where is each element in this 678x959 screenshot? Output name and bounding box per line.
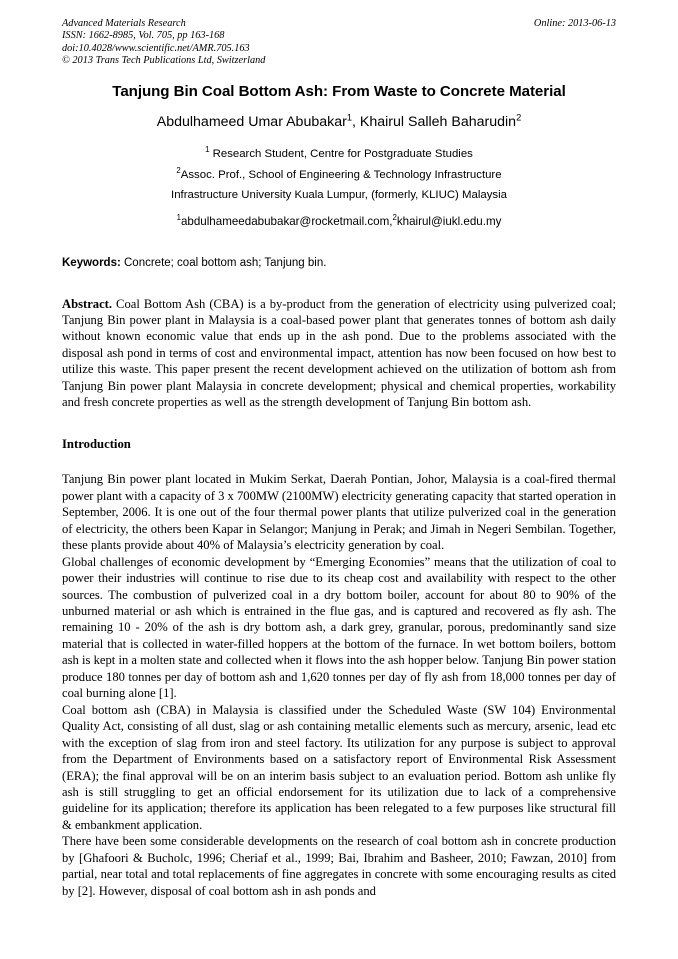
affiliation-text-2: Assoc. Prof., School of Engineering & Technology Infrastructure [180, 168, 502, 181]
section-heading-introduction: Introduction [62, 437, 131, 452]
body-paragraph-1: Tanjung Bin power plant located in Mukim Serkat, Daerah Pontian, Johor, Malaysia is a coal-fired thermal power plant with a capacity of 3 x 700MW (2100MW) electricity generating capacity that started operation in September, 2006. It is one out of the four thermal power plants that utilize pulverized coal in the generation of electricity, the others been Kapar in Selangor; Manjung in Perak; and Jimah in Negeri Sembilan. Together, these plants provide about 40% of Malaysia’s electricity generation by coal. [62, 472, 616, 553]
affiliation-marker-1: 1 [205, 145, 210, 155]
journal-doi-line: doi:10.4028/www.scientific.net/AMR.705.163 [62, 42, 250, 54]
author-affiliation-marker-1: 1 [346, 112, 352, 123]
keywords-line [62, 256, 616, 271]
keywords-text: Concrete; coal bottom ash; Tanjung bin. [120, 256, 327, 269]
email-marker-1: 1 [176, 212, 181, 222]
author-name-2: Khairul Salleh Baharudin [359, 114, 517, 130]
author-list [62, 113, 616, 131]
email-address-1[interactable]: abdulhameedabubakar@rocketmail.com, [180, 214, 393, 228]
online-publication-date: Online: 2013-06-13 [533, 18, 616, 29]
author-separator: , [352, 114, 360, 130]
body-paragraph-2: Global challenges of economic development by “Emerging Economies” means that the utilization of coal to power their industries will continue to rise due to its cheap cost and availability with respect to the other sources. The combustion of pulverized coal in a dry bottom boiler, account for about 80 to 90% of the unburned material or ash which is entrained in the flue gas, and is captured and recovered as fly ash. The remaining 10 - 20% of the ash is dry bottom ash, a dark grey, granular, porous, predominantly sand size material that is collected in water-filled hoppers at the bottom of the furnace. In wet bottom boilers, bottom ash is kept in a molten state and collected when it flows into the ash hopper below. Tanjung Bin power station produce 180 tonnes per day of bottom ash and 1,620 tonnes per day of fly ash from 18,000 tonnes per day of coal burning alone [1]. [62, 554, 616, 701]
email-marker-2: 2 [392, 212, 397, 222]
journal-copyright-line: © 2013 Trans Tech Publications Ltd, Switzerland [62, 55, 266, 67]
affiliation-block [62, 144, 616, 206]
affiliation-text-1: Research Student, Centre for Postgraduate Studies [209, 148, 473, 160]
journal-issn-line: ISSN: 1662-8985, Vol. 705, pp 163-168 [62, 30, 225, 42]
abstract-text: Coal Bottom Ash (CBA) is a by-product from the generation of electricity using pulverized coal; Tanjung Bin power plant in Malaysia is a coal-based power plant that generates tonnes of bottom ash daily without known economic value that ends up in the ash pond. Due to the problems associated with the disposal ash pond in terms of cost and environmental impact, attention has now been focused on how best to utilize this waste. This paper present the recent development achieved on the utilization of bottom ash from Tanjung Bin power plant Malaysia in concrete development; physical and chemical properties, workability and fresh concrete properties as well as the strength development of Tanjung Bin bottom ash. [62, 296, 616, 409]
author-name-1: Abdulhameed Umar Abubakar [156, 114, 347, 130]
keywords-label: Keywords: [62, 256, 121, 269]
author-affiliation-marker-2: 2 [516, 112, 522, 123]
journal-name: Advanced Materials Research [62, 18, 186, 29]
author-emails [62, 214, 616, 230]
abstract-paragraph [62, 296, 616, 411]
affiliation-text-3: Infrastructure University Kuala Lumpur, (formerly, KLIUC) Malaysia [171, 189, 507, 201]
journal-header-left [62, 18, 482, 68]
email-address-2[interactable]: khairul@iukl.edu.my [396, 214, 502, 228]
affiliation-line-3 [62, 185, 616, 206]
introduction-body [62, 471, 616, 899]
affiliation-line-1 [62, 144, 616, 165]
abstract-label: Abstract. [62, 296, 113, 311]
affiliation-line-2 [62, 165, 616, 186]
affiliation-marker-2: 2 [176, 165, 181, 175]
body-paragraph-3: Coal bottom ash (CBA) in Malaysia is classified under the Scheduled Waste (SW 104) Environmental Quality Act, consisting of all dust, slag or ash containing metallic elements such as mercury, arsenic, lead etc with the exception of slag from iron and steel factory. Its utilization for any purpose is subject to approval from the Department of Environments based on a satisfactory report of Environmental Risk Assessment (ERA); the final approval will be on an interim basis subject to an evaluation period. Bottom ash unlike fly ash is still struggling to get an official endorsement for its utilization due to lack of a comprehensive guideline for its application; therefore its application has been relegated to a few purposes like structural fill & embankment application. [62, 702, 616, 832]
journal-header [62, 18, 616, 72]
body-paragraph-4: There have been some considerable developments on the research of coal bottom ash in concrete production by [Ghafoori & Bucholc, 1996; Cheriaf et al., 1999; Bai, Ibrahim and Basheer, 2010; Fawzan, 2010] from partial, near total and total replacements of fine aggregates in concrete with some encouraging results as cited by [2]. However, disposal of coal bottom ash in ash ponds and [62, 834, 616, 898]
page-title: Tanjung Bin Coal Bottom Ash: From Waste to Concrete Material [112, 83, 566, 100]
